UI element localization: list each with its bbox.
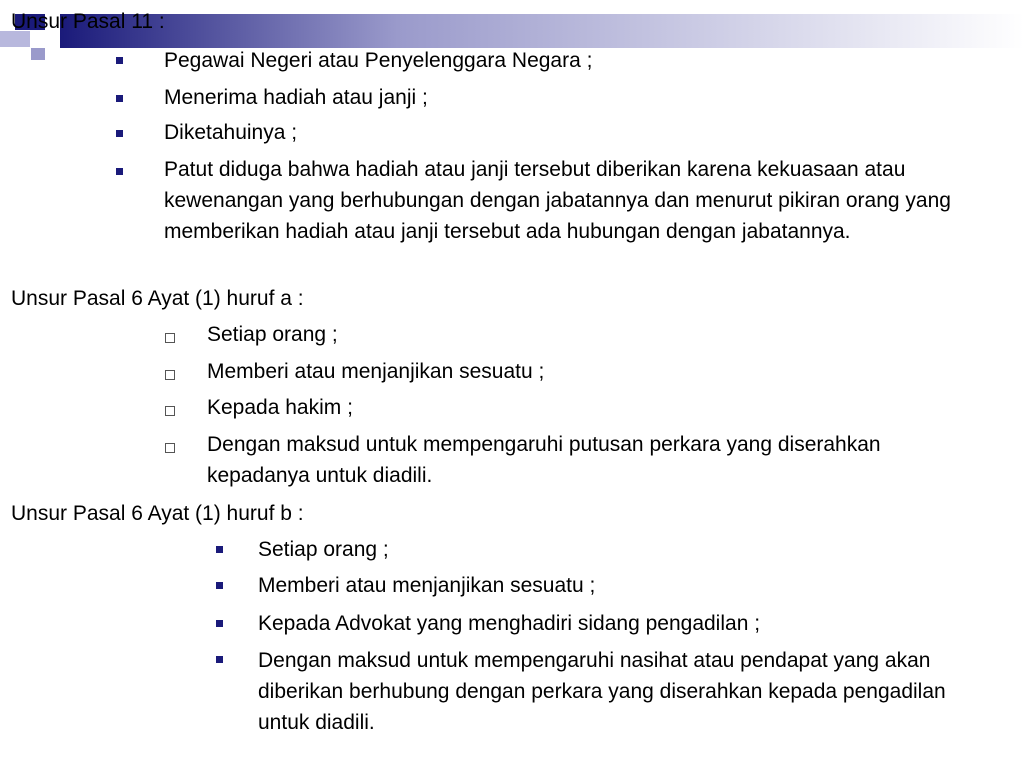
filled-square-icon	[216, 582, 223, 589]
hollow-square-icon	[165, 443, 175, 453]
list-item: Dengan maksud untuk mempengaruhi putusan perkara yang diserahkan kepadanya untuk diadili.	[207, 433, 881, 487]
list-item: Dengan maksud untuk mempengaruhi nasihat atau pendapat yang akan diberikan berhubung dengan perkara yang diserahkan kepada pengadilan untuk diadili.	[258, 649, 946, 734]
filled-square-icon	[216, 620, 223, 627]
list-item: Memberi atau menjanjikan sesuatu ;	[258, 574, 596, 597]
filled-square-icon	[116, 168, 123, 175]
list-item: Pegawai Negeri atau Penyelenggara Negara ;	[164, 49, 593, 72]
filled-square-icon	[116, 130, 123, 137]
list-item: Kepada hakim ;	[207, 396, 353, 419]
list-item: Setiap orang ;	[207, 323, 338, 346]
list-item: Diketahuinya ;	[164, 121, 298, 144]
filled-square-icon	[116, 57, 123, 64]
filled-square-icon	[116, 95, 123, 102]
filled-square-icon	[216, 546, 223, 553]
hollow-square-icon	[165, 333, 175, 343]
list-item: Menerima hadiah atau janji ;	[164, 86, 428, 109]
section-heading-pasal-6-b: Unsur Pasal 6 Ayat (1) huruf b :	[11, 502, 304, 525]
filled-square-icon	[216, 656, 223, 663]
section-heading-pasal-11: Unsur Pasal 11 :	[11, 10, 165, 33]
list-item: Kepada Advokat yang menghadiri sidang pengadilan ;	[258, 612, 761, 635]
section-heading-pasal-6-a: Unsur Pasal 6 Ayat (1) huruf a :	[11, 287, 304, 310]
hollow-square-icon	[165, 370, 175, 380]
hollow-square-icon	[165, 406, 175, 416]
list-item: Setiap orang ;	[258, 538, 389, 561]
list-item: Memberi atau menjanjikan sesuatu ;	[207, 360, 545, 383]
list-item: Patut diduga bahwa hadiah atau janji tersebut diberikan karena kekuasaan atau kewenangan yang berhubungan dengan jabatannya dan menurut pikiran orang yang memberikan hadiah atau janji tersebut ada hubungan dengan jabatannya.	[164, 158, 951, 243]
